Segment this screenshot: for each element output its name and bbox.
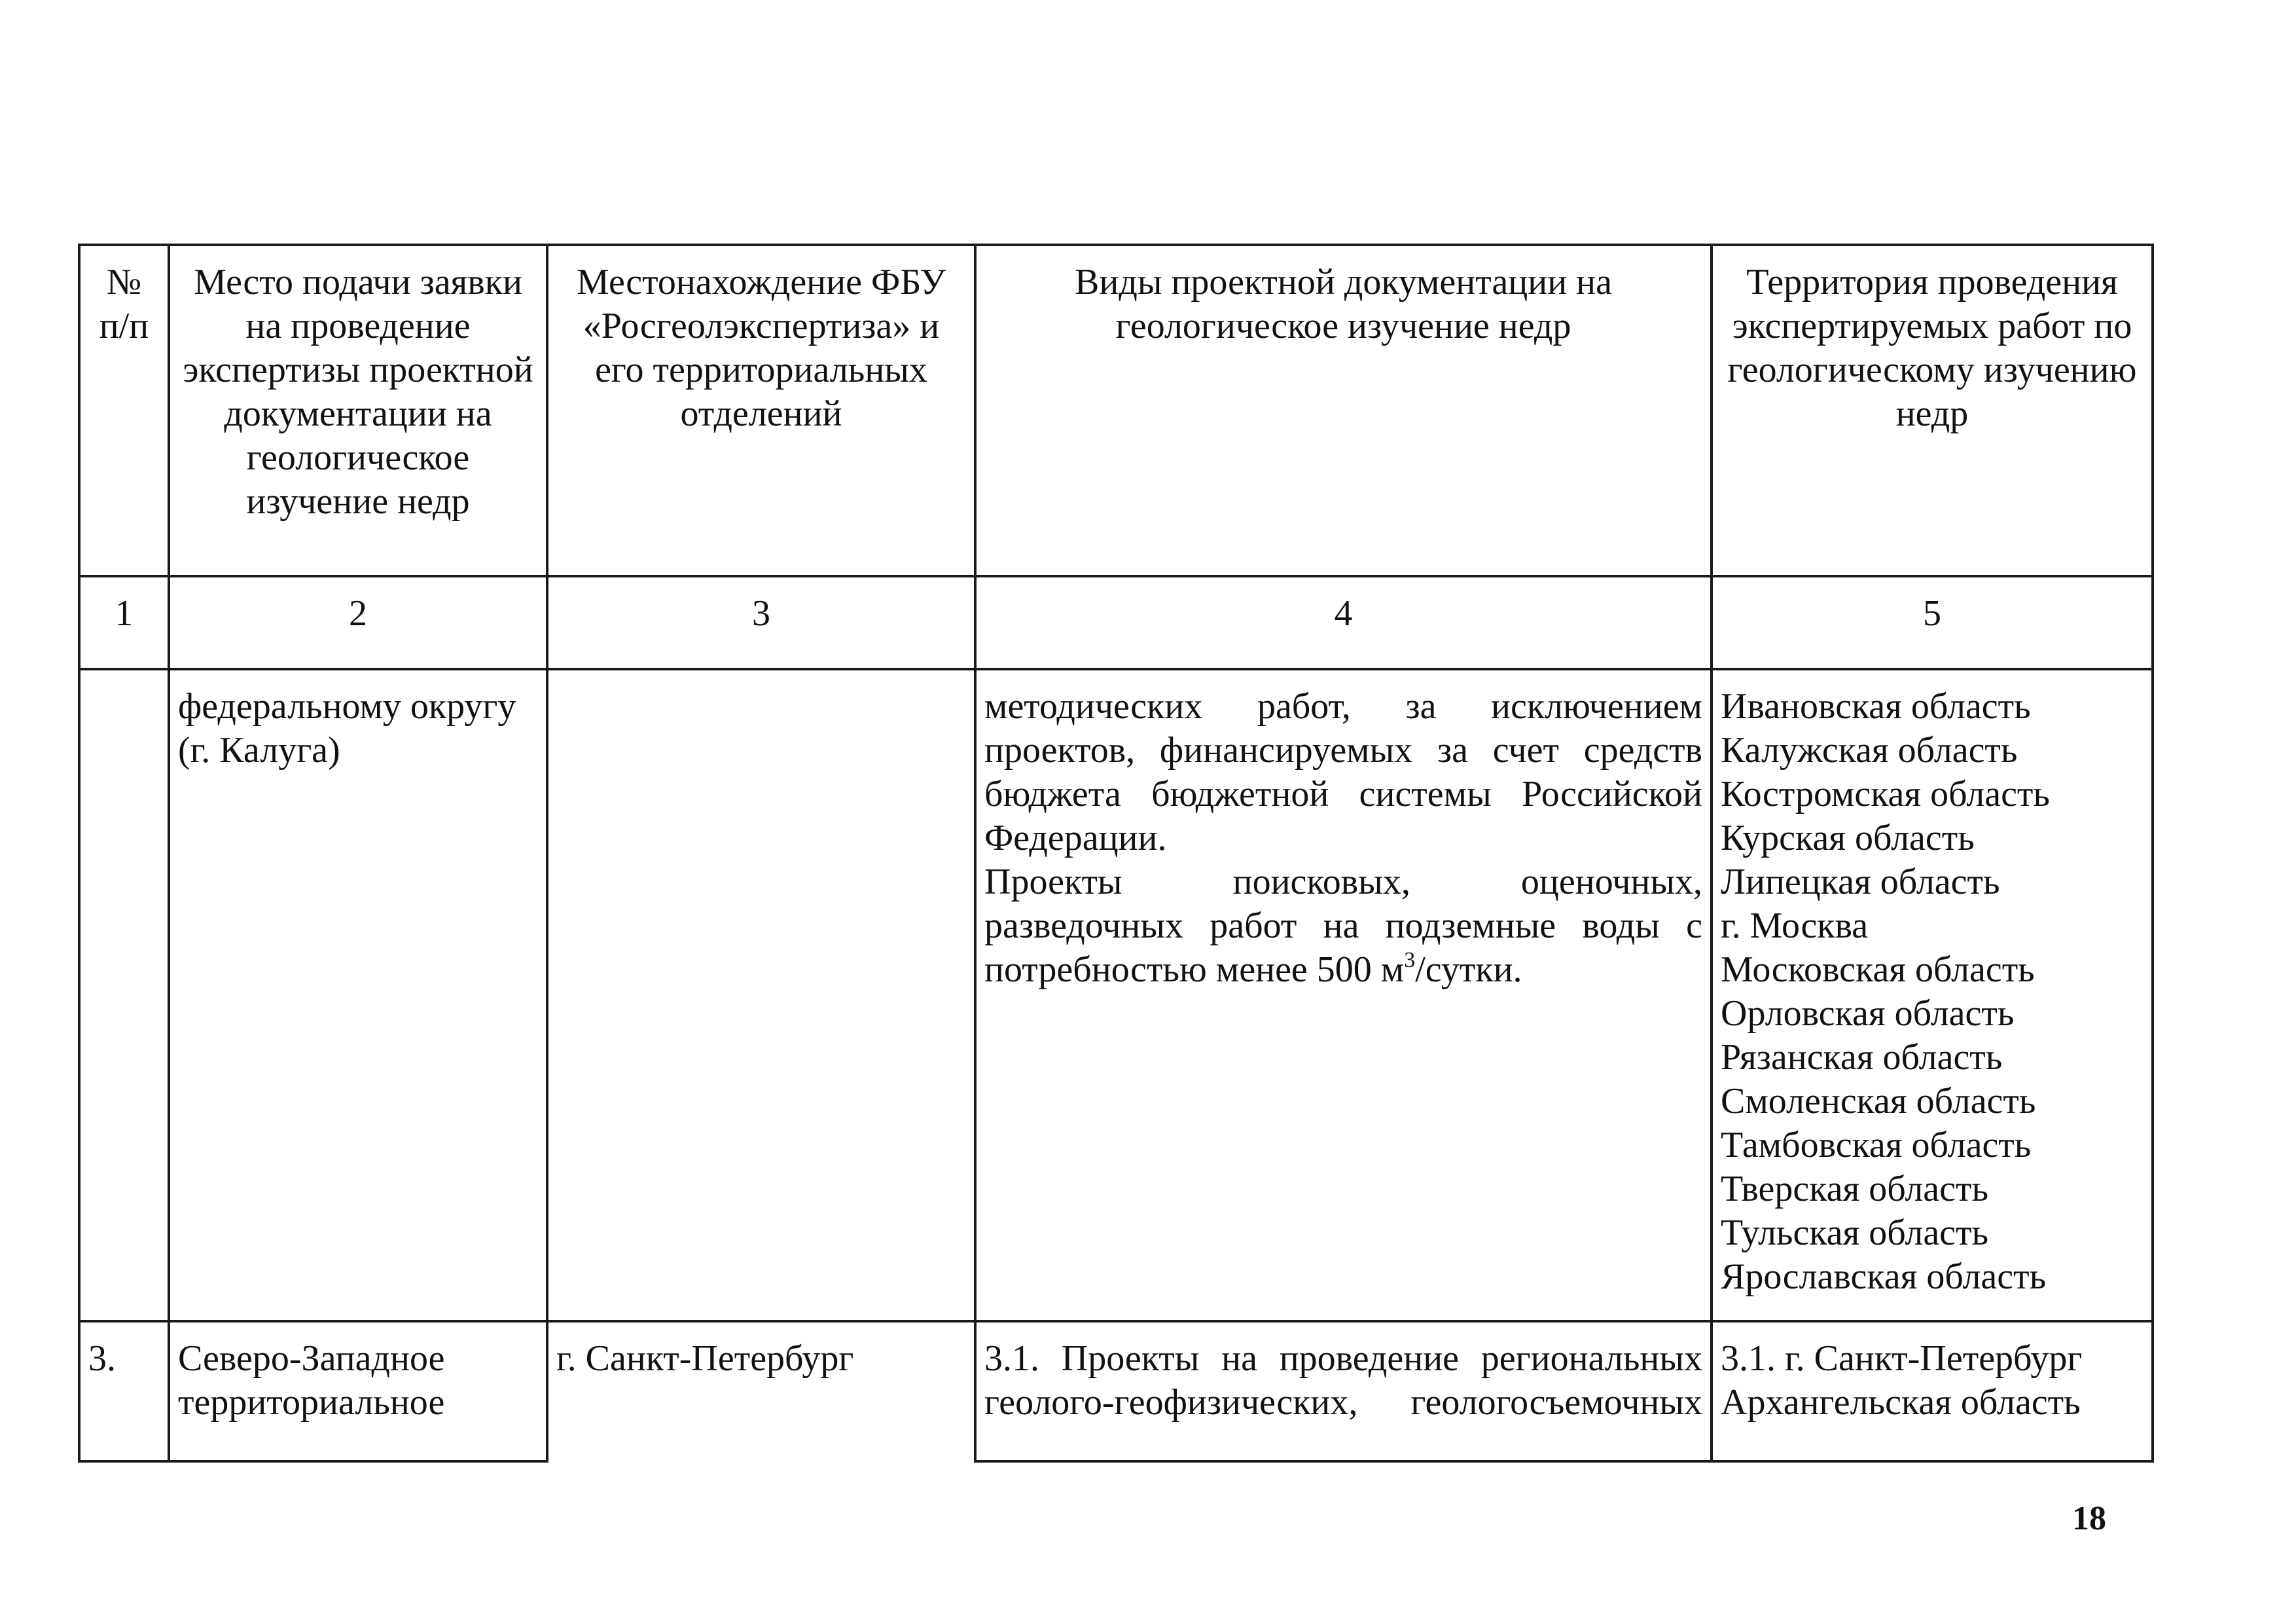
types-cell bbox=[975, 669, 1712, 1321]
territory-cell bbox=[1712, 669, 2153, 1321]
header-cell-location: Местонахождение ФБУ «Росгеолэкспертиза» и его территориальных отделений bbox=[547, 245, 975, 576]
types-paragraph: методических работ, за исключением проектов, финансируемых за счет средств бюджета бюджетной системы Российской Федерации. bbox=[984, 686, 1702, 858]
types-cell bbox=[975, 1321, 1712, 1461]
list-item: Орловская область bbox=[1721, 993, 2015, 1034]
expertise-table bbox=[78, 244, 2154, 1463]
header-cell-place: Место подачи заявки на проведение экспертизы проектной документации на геологическое изучение недр bbox=[169, 245, 547, 576]
list-item: Ярославская область bbox=[1721, 1256, 2047, 1297]
column-number: 2 bbox=[169, 576, 547, 669]
list-item: 3.1. г. Санкт-Петербург bbox=[1721, 1338, 2083, 1379]
types-paragraph bbox=[984, 860, 1702, 992]
place-text: Северо-Западное территориальное bbox=[178, 1338, 445, 1423]
list-item: г. Москва bbox=[1721, 905, 1869, 946]
row-num-cell: 3. bbox=[79, 1321, 169, 1461]
table-row bbox=[79, 669, 2153, 1321]
list-item: Липецкая область bbox=[1721, 862, 2000, 902]
place-text: федеральному округу (г. Калуга) bbox=[178, 686, 516, 771]
place-cell bbox=[169, 669, 547, 1321]
place-cell bbox=[169, 1321, 547, 1461]
column-number-row bbox=[79, 576, 2153, 669]
types-text: Проекты поисковых, оценочных, разведочных работ на подземные воды с потребностью менее 500 м bbox=[984, 862, 1702, 990]
list-item: Ивановская область bbox=[1721, 686, 2031, 727]
territory-cell bbox=[1712, 1321, 2153, 1461]
header-cell-types: Виды проектной документации на геологическое изучение недр bbox=[975, 245, 1712, 576]
column-number: 3 bbox=[547, 576, 975, 669]
list-item: Курская область bbox=[1721, 818, 1975, 858]
header-cell-territory: Территория проведения экспертируемых работ по геологическому изучению недр bbox=[1712, 245, 2153, 576]
list-item: Калужская область bbox=[1721, 730, 2018, 771]
list-item: Тульская область bbox=[1721, 1213, 1989, 1253]
list-item: Рязанская область bbox=[1721, 1037, 2003, 1078]
location-cell: г. Санкт-Петербург bbox=[547, 1321, 975, 1461]
territory-list bbox=[1721, 1337, 2144, 1425]
list-item: Тверская область bbox=[1721, 1169, 1988, 1209]
page-number: 18 bbox=[2072, 1500, 2106, 1537]
location-cell bbox=[547, 669, 975, 1321]
row-num-cell bbox=[79, 669, 169, 1321]
table-row bbox=[79, 1321, 2153, 1461]
column-number: 1 bbox=[79, 576, 169, 669]
list-item: Смоленская область bbox=[1721, 1081, 2036, 1122]
types-paragraph: 3.1. Проекты на проведение региональных геолого-геофизических, геологосъемочных bbox=[984, 1338, 1702, 1423]
table-header-row bbox=[79, 245, 2153, 576]
list-item: Тамбовская область bbox=[1721, 1125, 2032, 1165]
superscript: 3 bbox=[1404, 948, 1416, 972]
list-item: Московская область bbox=[1721, 949, 2035, 990]
column-number: 4 bbox=[975, 576, 1712, 669]
header-cell-num: № п/п bbox=[79, 245, 169, 576]
types-text: /сутки. bbox=[1415, 949, 1522, 990]
list-item: Костромская область bbox=[1721, 774, 2050, 814]
territory-list bbox=[1721, 685, 2144, 1299]
column-number: 5 bbox=[1712, 576, 2153, 669]
list-item: Архангельская область bbox=[1721, 1382, 2081, 1423]
